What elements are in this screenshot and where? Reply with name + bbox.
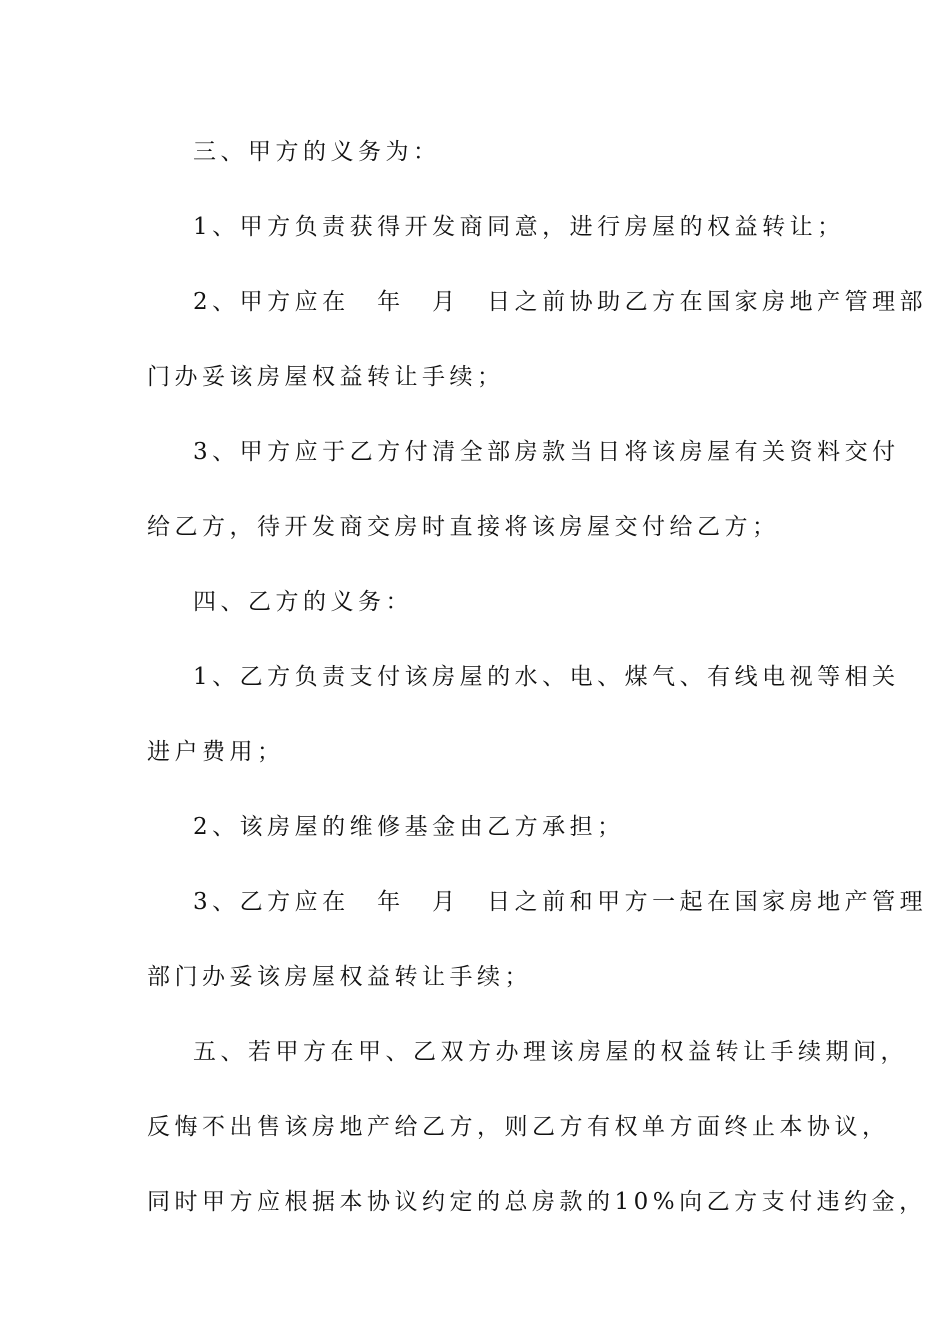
section-heading-5: 五、若甲方在甲、乙双方办理该房屋的权益转让手续期间， — [193, 1039, 908, 1065]
section-heading-4: 四、乙方的义务： — [193, 589, 413, 615]
clause-line: 2、甲方应在 年 月 日之前协助乙方在国家房地产管理部 — [193, 289, 928, 315]
clause-line: 进户费用； — [147, 739, 285, 765]
clause-line: 1、乙方负责支付该房屋的水、电、煤气、有线电视等相关 — [193, 664, 900, 690]
clause-line: 反悔不出售该房地产给乙方，则乙方有权单方面终止本协议， — [147, 1114, 890, 1140]
clause-line: 3、乙方应在 年 月 日之前和甲方一起在国家房地产管理 — [193, 889, 928, 915]
clause-line: 3、甲方应于乙方付清全部房款当日将该房屋有关资料交付 — [193, 439, 900, 465]
clause-line: 给乙方，待开发商交房时直接将该房屋交付给乙方； — [147, 514, 780, 540]
clause-line: 同时甲方应根据本协议约定的总房款的10%向乙方支付违约金， — [147, 1189, 927, 1215]
clause-line: 门办妥该房屋权益转让手续； — [147, 364, 505, 390]
clause-line: 1、甲方负责获得开发商同意，进行房屋的权益转让； — [193, 214, 845, 240]
clause-line: 部门办妥该房屋权益转让手续； — [147, 964, 532, 990]
clause-line: 2、该房屋的维修基金由乙方承担； — [193, 814, 625, 840]
section-heading-3: 三、甲方的义务为： — [193, 139, 441, 165]
